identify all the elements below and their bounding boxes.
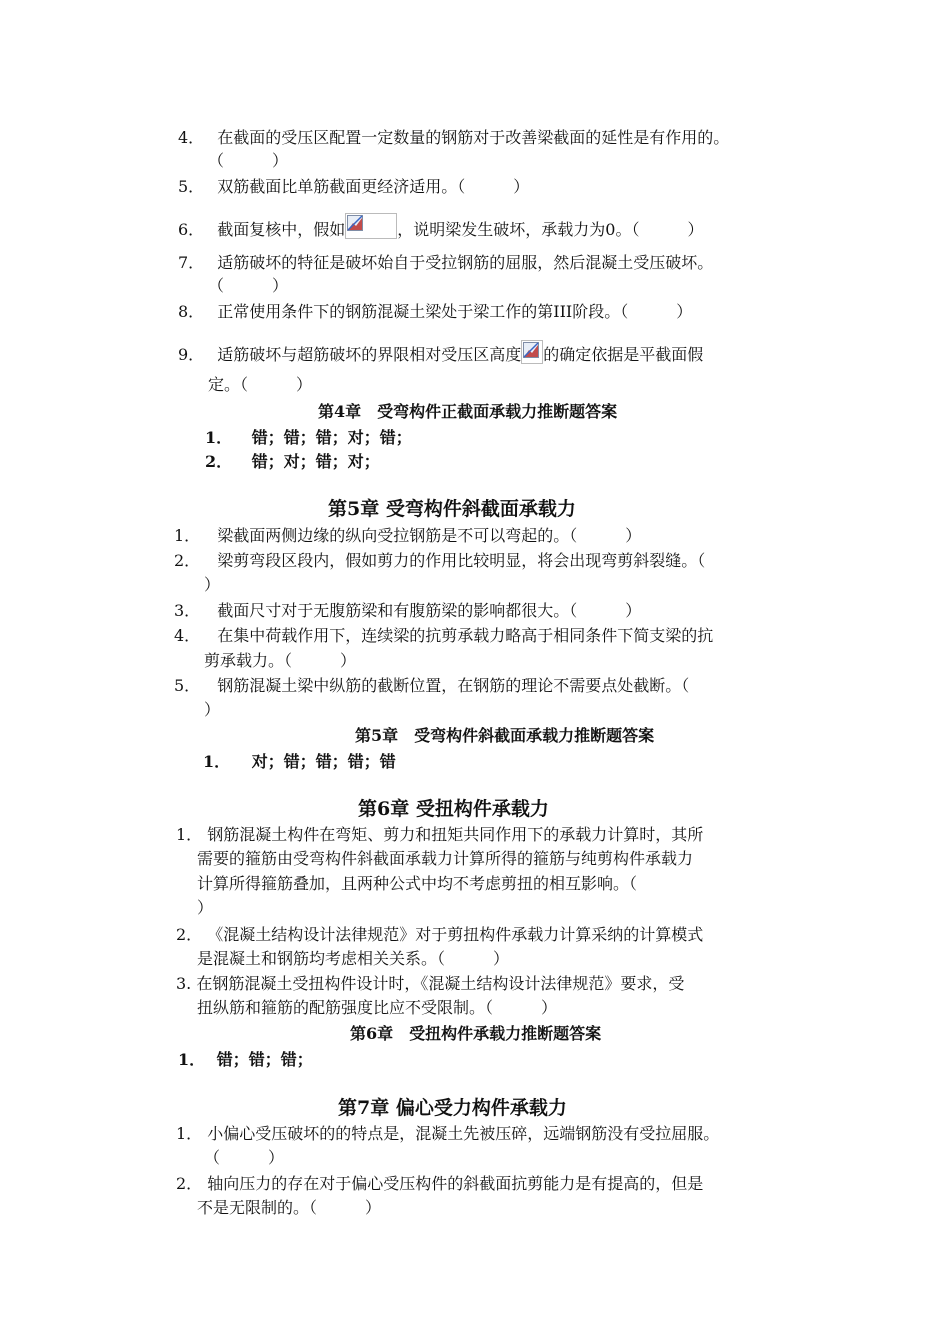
ch4-q4-line2: （ ） — [208, 151, 289, 170]
question-number: 2． — [176, 925, 203, 944]
ch6-q1-line4: ） — [197, 898, 214, 917]
question-text: 小偏心受压破坏的的特点是，混凝土先被压碎，远端钢筋没有受拉屈服。 — [207, 1124, 720, 1143]
question-text: 在钢筋混凝土受扭构件设计时，《混凝土结构设计法律规范》要求，受 — [196, 974, 685, 993]
answer-number: 2． — [205, 452, 233, 471]
answer-number: 1． — [205, 428, 233, 447]
question-number: 4． — [174, 626, 201, 645]
question-text-pre: 截面复核中，假如 — [217, 220, 346, 239]
ch4-q9-line2: 定。（ ） — [208, 375, 313, 394]
ch4-answers-title: 第4章 受弯构件正截面承载力推断题答案 — [318, 402, 618, 421]
ch6-q1-line3: 计算所得箍筋叠加，且两种公式中均不考虑剪扭的相互影响。（ — [197, 874, 638, 893]
question-number: 4． — [178, 128, 205, 147]
question-text-post: ，说明梁发生破坏，承载力为0。（ ） — [397, 220, 704, 239]
ch5-q1 — [174, 526, 641, 546]
answer-number: 1． — [203, 752, 231, 771]
ch4-answer-2 — [205, 452, 380, 472]
ch5-q4-line1 — [174, 626, 713, 646]
ch4-q4-line1 — [178, 128, 729, 148]
answer-text: 错；对；错；对； — [251, 452, 380, 471]
question-number: 9． — [178, 345, 205, 364]
ch6-q1-line2: 需要的箍筋由受弯构件斜截面承载力计算所得的箍筋与纯剪构件承载力 — [197, 849, 694, 868]
question-number: 8． — [178, 302, 205, 321]
question-text-pre: 适筋破坏与超筋破坏的界限相对受压区高度 — [217, 345, 522, 364]
ch5-q2-line1 — [174, 551, 705, 571]
ch5-answers-title: 第5章 受弯构件斜截面承载力推断题答案 — [355, 726, 655, 745]
question-number: 5． — [174, 676, 201, 695]
question-text: 轴向压力的存在对于偏心受压构件的斜截面抗剪能力是有提高的，但是 — [207, 1174, 704, 1193]
question-number: 2． — [176, 1174, 203, 1193]
ch7-q1-line2: （ ） — [204, 1148, 285, 1167]
answer-text: 对；错；错；错；错 — [251, 752, 396, 771]
ch6-q2-line1 — [176, 925, 703, 945]
question-number: 5． — [178, 177, 205, 196]
ch4-q6 — [178, 213, 703, 240]
question-text: 梁剪弯段区段内，假如剪力的作用比较明显，将会出现弯剪斜裂缝。（ — [217, 551, 706, 570]
ch4-q9-line1 — [178, 340, 703, 365]
broken-image-icon — [345, 213, 397, 239]
ch7-title: 第7章 偏心受力构件承载力 — [338, 1097, 567, 1119]
question-text: 梁截面两侧边缘的纵向受拉钢筋是不可以弯起的。（ ） — [217, 526, 642, 545]
ch5-q2-line2: ） — [204, 575, 221, 594]
ch5-title: 第5章 受弯构件斜截面承载力 — [328, 498, 576, 520]
question-text: 双筋截面比单筋截面更经济适用。（ ） — [217, 177, 530, 196]
question-text: 在集中荷载作用下，连续梁的抗剪承载力略高于相同条件下简支梁的抗 — [217, 626, 714, 645]
ch6-answers-title: 第6章 受扭构件承载力推断题答案 — [350, 1024, 602, 1043]
question-number: 2． — [174, 551, 201, 570]
answer-number: 1． — [178, 1050, 206, 1069]
answer-text: 错；错；错； — [216, 1050, 313, 1069]
question-number: 3． — [174, 601, 201, 620]
ch4-q5 — [178, 177, 529, 197]
question-number: 6． — [178, 220, 205, 239]
ch5-q4-line2: 剪承载力。（ ） — [204, 651, 357, 670]
ch6-q2-line2: 是混凝土和钢筋均考虑相关关系。（ ） — [197, 949, 510, 968]
ch7-q1-line1 — [176, 1124, 719, 1144]
ch4-q7-line2: （ ） — [208, 276, 289, 295]
ch7-q2-line1 — [176, 1174, 703, 1194]
question-text: 截面尺寸对于无腹筋梁和有腹筋梁的影响都很大。（ ） — [217, 601, 642, 620]
question-text: 钢筋混凝土梁中纵筋的截断位置，在钢筋的理论不需要点处截断。（ — [217, 676, 690, 695]
ch7-q2-line2: 不是无限制的。（ ） — [197, 1198, 382, 1217]
question-text: 《混凝土结构设计法律规范》对于剪扭构件承载力计算采纳的计算模式 — [207, 925, 704, 944]
question-number: 1． — [176, 1124, 203, 1143]
ch5-q5-line2: ） — [204, 700, 221, 719]
ch4-q8 — [178, 302, 692, 322]
question-number: 1． — [174, 526, 201, 545]
ch5-q3 — [174, 601, 641, 621]
question-text-post: 的确定依据是平截面假 — [543, 345, 704, 364]
question-text: 正常使用条件下的钢筋混凝土梁处于梁工作的第III阶段。（ ） — [217, 302, 693, 321]
ch4-q7-line1 — [178, 253, 713, 273]
ch6-q1-line1 — [176, 825, 703, 845]
question-text: 钢筋混凝土构件在弯矩、剪力和扭矩共同作用下的承载力计算时，其所 — [207, 825, 704, 844]
answer-text: 错；错；错；对；错； — [251, 428, 412, 447]
ch6-title: 第6章 受扭构件承载力 — [358, 798, 549, 820]
question-number: 1． — [176, 825, 203, 844]
question-number: 3. — [176, 974, 192, 993]
ch6-q3-line2: 扭纵筋和箍筋的配筋强度比应不受限制。（ ） — [197, 998, 558, 1017]
question-number: 7． — [178, 253, 205, 272]
ch5-q5-line1 — [174, 676, 689, 696]
ch6-answer-1 — [178, 1050, 313, 1070]
ch4-answer-1 — [205, 428, 412, 448]
question-text: 适筋破坏的特征是破坏始自于受拉钢筋的屈服，然后混凝土受压破坏。 — [217, 253, 714, 272]
broken-image-icon — [521, 340, 543, 364]
ch6-q3-line1 — [176, 974, 684, 994]
question-text: 在截面的受压区配置一定数量的钢筋对于改善梁截面的延性是有作用的。 — [217, 128, 730, 147]
ch5-answer-1 — [203, 752, 396, 772]
